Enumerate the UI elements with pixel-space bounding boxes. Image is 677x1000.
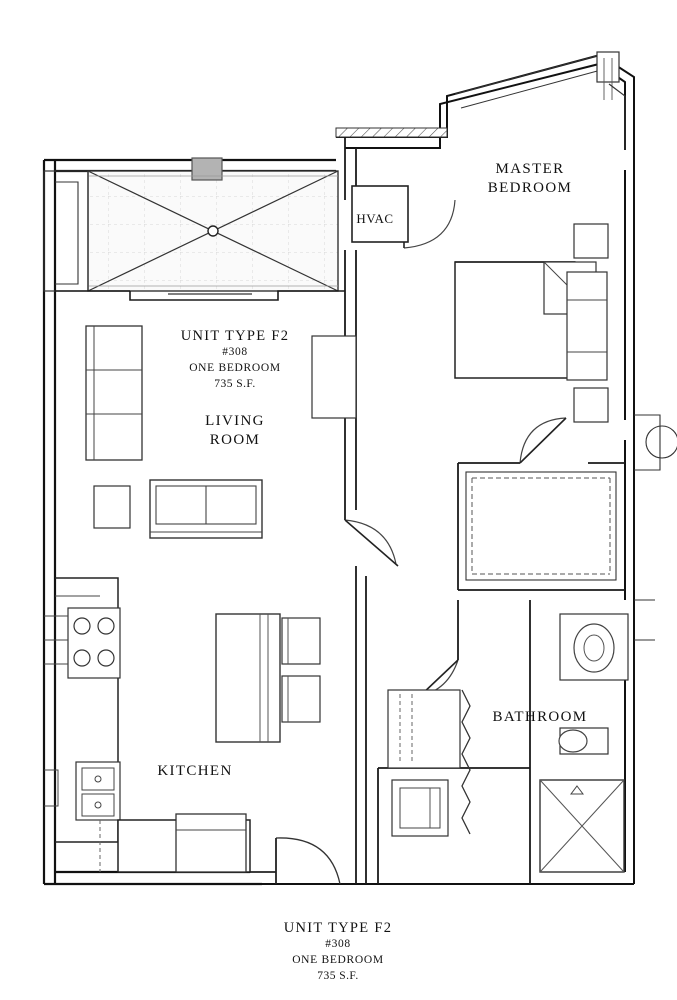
unit-number-label: #308	[222, 346, 248, 358]
caption-area: 735 S.F.	[317, 970, 359, 982]
plan-caption-block	[238, 920, 438, 984]
room-label-living-room	[150, 412, 320, 450]
right-wall-details	[634, 415, 677, 640]
master-bedroom-line1: MASTER	[495, 161, 565, 177]
room-label-master-bedroom	[430, 160, 630, 198]
living-room-line2: ROOM	[209, 432, 261, 448]
room-label-hvac: HVAC	[356, 211, 394, 226]
sliding-door-wall	[55, 291, 345, 300]
living-room-line1: LIVING	[205, 413, 265, 429]
caption-unit-type: UNIT TYPE F2	[283, 920, 393, 936]
caption-bedrooms: ONE BEDROOM	[292, 954, 384, 966]
entry-door	[250, 838, 340, 884]
caption-unit-number: #308	[325, 938, 351, 950]
unit-info-block	[140, 328, 330, 392]
unit-type-label: UNIT TYPE F2	[180, 328, 290, 344]
unit-bedrooms-label: ONE BEDROOM	[189, 362, 281, 374]
entry-hall-wall	[356, 566, 366, 884]
room-label-kitchen: KITCHEN	[157, 763, 233, 779]
room-label-bathroom: BATHROOM	[492, 709, 588, 725]
balcony-terrace	[44, 158, 338, 291]
unit-area-label: 735 S.F.	[214, 378, 256, 390]
master-bed	[455, 224, 608, 422]
master-bedroom-exterior	[336, 52, 634, 156]
master-bedroom-line2: BEDROOM	[487, 180, 573, 196]
walk-in-closet	[466, 472, 616, 580]
bathroom-fixtures	[540, 614, 628, 872]
